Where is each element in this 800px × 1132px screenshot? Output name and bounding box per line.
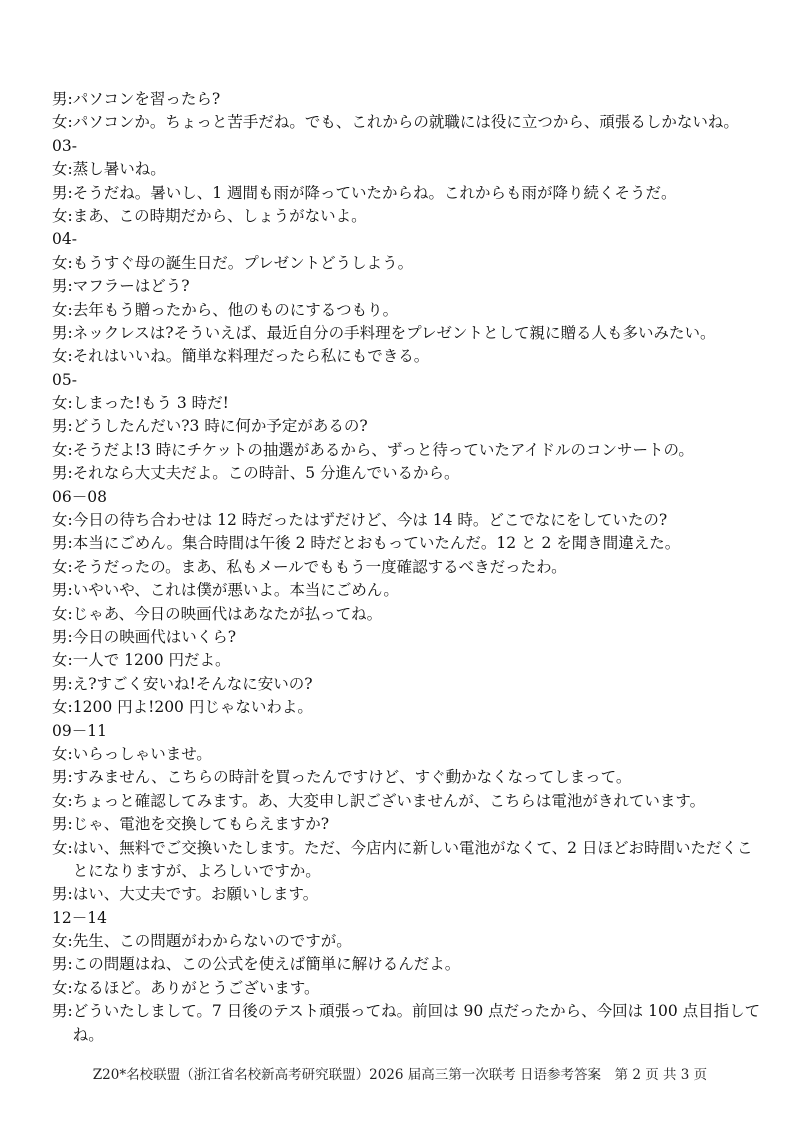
utterance-text: はい、大丈夫です。お願いします。 (72, 885, 319, 904)
section-number (52, 720, 764, 743)
speaker-label: 女: (52, 604, 73, 623)
dialogue-line (52, 790, 764, 813)
speaker-label: 女: (52, 651, 73, 670)
speaker-label: 男: (52, 885, 73, 904)
dialogue-line (52, 111, 764, 134)
utterance-text: すみません、こちらの時計を買ったんですけど、すぐ動かなくなってしまって。 (72, 768, 632, 787)
utterance-text: 一人で 1200 円だよ。 (72, 651, 231, 670)
utterance-text: どういたしまして。7 日後のテスト頑張ってね。前回は 90 点だったから、今回は 100 点目指してね。 (72, 1002, 761, 1044)
speaker-label: 女: (52, 791, 73, 810)
section-number (52, 907, 764, 930)
page-footer: Z20*名校联盟（浙江省名校新高考研究联盟）2026 届高三第一次联考 日语参考答案 第 2 页 共 3 页 (92, 1067, 708, 1083)
speaker-label: 男: (52, 323, 73, 342)
dialogue-line (52, 275, 764, 298)
utterance-text: そうだね。暑いし、1 週間も雨が降っていたからね。これからも雨が降り続くそうだ。 (72, 183, 677, 202)
utterance-text: それはいいね。簡単な料理だったら私にもできる。 (72, 347, 430, 366)
dialogue-line (52, 439, 764, 462)
dialogue-line (52, 579, 764, 602)
utterance-text: はい、無料でご交換いたします。ただ、今店内に新しい電池がなくて、2 日ほどお時間いただくことになりますが、よろしいですか。 (72, 838, 753, 880)
utterance-text: 今日の映画代はいくら? (72, 627, 237, 646)
dialogue-line (52, 813, 764, 836)
speaker-label: 男: (52, 464, 73, 483)
section-number-text: 12－14 (52, 908, 107, 927)
speaker-label: 女: (52, 394, 73, 413)
speaker-label: 女: (52, 511, 73, 530)
dialogue-line (52, 182, 764, 205)
speaker-label: 男: (52, 815, 73, 834)
utterance-text: まあ、この時期だから、しょうがないよ。 (72, 206, 367, 225)
dialogue-line (52, 322, 764, 345)
speaker-label: 女: (52, 253, 73, 272)
dialogue-line (52, 930, 764, 953)
utterance-text: 蒸し暑いね。 (72, 160, 166, 179)
speaker-label: 男: (52, 627, 73, 646)
utterance-text: マフラーはどう? (72, 277, 190, 296)
speaker-label: 女: (52, 347, 73, 366)
section-number-text: 09－11 (52, 721, 107, 740)
utterance-text: そうだよ!3 時にチケットの抽選があるから、ずっと待っていたアイドルのコンサートの。 (72, 440, 694, 459)
dialogue-line (52, 88, 764, 111)
dialogue-line (52, 696, 764, 719)
utterance-text: パソコンか。ちょっと苦手だね。でも、これからの就職には役に立つから、頑張るしかないね。 (72, 113, 739, 132)
dialogue-line (52, 205, 764, 228)
utterance-text: 本当にごめん。集合時間は午後 2 時だとおもっていたんだ。12 と 2 を聞き間違えた。 (72, 534, 681, 553)
speaker-label: 女: (52, 698, 73, 717)
speaker-label: 女: (52, 557, 73, 576)
speaker-label: 男: (52, 417, 73, 436)
speaker-label: 男: (52, 955, 73, 974)
dialogue-line (52, 649, 764, 672)
dialogue-line (52, 766, 764, 789)
speaker-label: 男: (52, 277, 73, 296)
utterance-text: この問題はね、この公式を使えば簡単に解けるんだよ。 (72, 955, 461, 974)
utterance-text: え?すごく安いね!そんなに安いの? (72, 674, 313, 693)
speaker-label: 男: (52, 183, 73, 202)
dialogue-line (52, 1000, 764, 1047)
section-number-text: 03- (52, 136, 77, 155)
speaker-label: 女: (52, 113, 73, 132)
dialogue-line (52, 252, 764, 275)
dialogue-line (52, 392, 764, 415)
section-number (52, 369, 764, 392)
speaker-label: 男: (52, 674, 73, 693)
dialogue-line (52, 977, 764, 1000)
speaker-label: 女: (52, 206, 73, 225)
dialogue-line (52, 673, 764, 696)
utterance-text: 去年もう贈ったから、他のものにするつもり。 (72, 300, 399, 319)
section-number-text: 06－08 (52, 487, 107, 506)
utterance-text: ちょっと確認してみます。あ、大変申し訳ございませんが、こちらは電池がきれています。 (72, 791, 706, 810)
speaker-label: 男: (52, 768, 73, 787)
dialogue-line (52, 345, 764, 368)
utterance-text: パソコンを習ったら? (72, 90, 221, 108)
section-number (52, 486, 764, 509)
dialogue-line (52, 158, 764, 181)
utterance-text: もうすぐ母の誕生日だ。プレゼントどうしよう。 (72, 253, 414, 272)
dialogue-line (52, 953, 764, 976)
dialogue-line (52, 556, 764, 579)
utterance-text: そうだったの。まあ、私もメールでももう一度確認するべきだったわ。 (72, 557, 567, 576)
utterance-text: どうしたんだい?3 時に何か予定があるの? (72, 417, 368, 436)
section-number (52, 135, 764, 158)
utterance-text: いやいや、これは僕が悪いよ。本当にごめん。 (72, 581, 399, 600)
utterance-text: 1200 円よ!200 円じゃないわよ。 (72, 698, 313, 717)
utterance-text: いらっしゃいませ。 (72, 744, 212, 763)
dialogue-transcript (52, 88, 764, 1047)
dialogue-line (52, 462, 764, 485)
utterance-text: それなら大丈夫だよ。この時計、5 分進んでいるから。 (72, 464, 460, 483)
utterance-text: なるほど。ありがとうございます。 (72, 978, 320, 997)
utterance-text: 今日の待ち合わせは 12 時だったはずだけど、今は 14 時。どこでなにをしていたの? (72, 511, 668, 530)
dialogue-line (52, 883, 764, 906)
section-number-text: 04- (52, 230, 77, 249)
speaker-label: 女: (52, 978, 73, 997)
speaker-label: 女: (52, 440, 73, 459)
utterance-text: 先生、この問題がわからないのですが。 (72, 932, 352, 951)
speaker-label: 男: (52, 581, 73, 600)
utterance-text: じゃ、電池を交換してもらえますか? (72, 815, 330, 834)
dialogue-line (52, 743, 764, 766)
speaker-label: 女: (52, 744, 73, 763)
utterance-text: ネックレスは?そういえば、最近自分の手料理をプレゼントとして親に贈る人も多いみたい。 (72, 323, 716, 342)
speaker-label: 男: (52, 534, 73, 553)
dialogue-line (52, 532, 764, 555)
speaker-label: 女: (52, 932, 73, 951)
dialogue-line (52, 603, 764, 626)
speaker-label: 女: (52, 160, 73, 179)
dialogue-line (52, 837, 764, 884)
section-number (52, 228, 764, 251)
utterance-text: じゃあ、今日の映画代はあなたが払ってね。 (72, 604, 383, 623)
dialogue-line (52, 626, 764, 649)
speaker-label: 男: (52, 90, 73, 108)
speaker-label: 男: (52, 1002, 73, 1021)
dialogue-line (52, 415, 764, 438)
dialogue-line (52, 299, 764, 322)
speaker-label: 女: (52, 300, 73, 319)
utterance-text: しまった!もう 3 時だ! (72, 394, 229, 413)
speaker-label: 女: (52, 838, 73, 857)
dialogue-line (52, 509, 764, 532)
section-number-text: 05- (52, 370, 77, 389)
